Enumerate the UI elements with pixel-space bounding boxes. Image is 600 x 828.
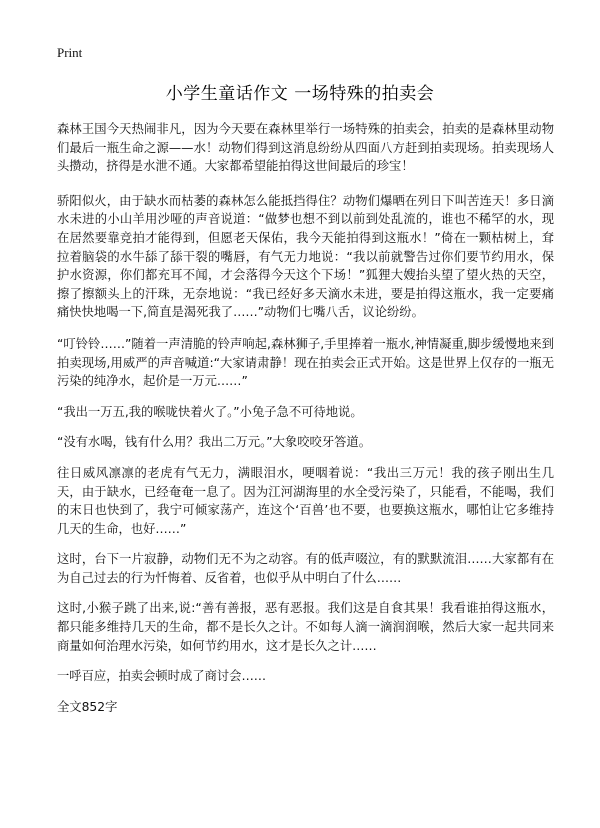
paragraph: 这时,小猴子跳了出来,说:“善有善报，恶有恶报。我们这是自食其果！我看谁拍得这瓶水，都只能多维持几天的生命，都不是长久之计。不如每人滴一滴润润喉，然后大家一起共同来商量如何治理水污染，如何节约用水，这才是长久之计…… xyxy=(57,601,554,653)
paragraph: “没有水喝，钱有什么用？我出二万元。”大象咬咬牙答道。 xyxy=(57,435,372,450)
print-link[interactable]: Print xyxy=(57,45,83,60)
paragraph: “我出一万五,我的喉咙快着火了。”小兔子急不可待地说。 xyxy=(57,404,363,419)
paragraph: 骄阳似火，由于缺水而枯萎的森林怎么能抵挡得住？动物们爆晒在列日下叫苦连天！多日滴水未进的小山羊用沙哑的声音说道：“做梦也想不到以前到处乱流的，谁也不稀罕的水，现在居然要靠竞拍才能得到，但愿老天保佑，我今天能拍得到这瓶水！”倚在一颗枯树上，耷拉着脑袋的水牛舔了舔干裂的嘴唇，有气无力地说：“我以前就警告过你们要节约用水，保护水资源，你们都充耳不闻，才会落得今天这个下场！”狐狸大嫂抬头望了望火热的天空，擦了擦额头上的汗珠，无奈地说：“我已经好多天滴水未进，要是拍得这瓶水，我一定要痛痛快快地喝一下,简直是渴死我了……”动物们七嘴八舌，议论纷纷。 xyxy=(57,193,554,320)
article-body xyxy=(57,120,554,716)
paragraph: 森林王国今天热闹非凡，因为今天要在森林里举行一场特殊的拍卖会，拍卖的是森林里动物们最后一瓶生命之源——水！动物们得到这消息纷纷从四面八方赶到拍卖现场。拍卖现场人头攒动，挤得是水泄不通。大家都希望能拍得这世间最后的珍宝！ xyxy=(57,122,554,174)
article-title: 小学生童话作文 一场特殊的拍卖会 xyxy=(165,84,435,104)
paragraph: 一呼百应，拍卖会顿时成了商讨会…… xyxy=(57,669,267,684)
paragraph: “叮铃铃……”随着一声清脆的铃声响起,森林狮子,手里捧着一瓶水,神情凝重,脚步缓慢地来到拍卖现场,用威严的声音喊道:“大家请肃静！现在拍卖会正式开始。这是世界上仅存的一瓶无污染的纯净水，起价是一万元……” xyxy=(57,336,554,389)
paragraph: 这时，台下一片寂静，动物们无不为之动容。有的低声啜泣，有的默默流泪……大家都有在为自己过去的行为忏悔着、反省着，也似乎从中明白了什么…… xyxy=(57,552,554,585)
word-count: 全文852字 xyxy=(57,699,118,714)
paragraph: 往日威风凛凛的老虎有气无力，满眼泪水，哽咽着说：“我出三万元！我的孩子刚出生几天，由于缺水，已经奄奄一息了。因为江河湖海里的水全受污染了，只能看，不能喝，我们的末日也快到了，我宁可倾家荡产，连这个‘百兽’也不要，也要换这瓶水，哪怕让它多维持几天的生命，也好……” xyxy=(57,465,554,536)
